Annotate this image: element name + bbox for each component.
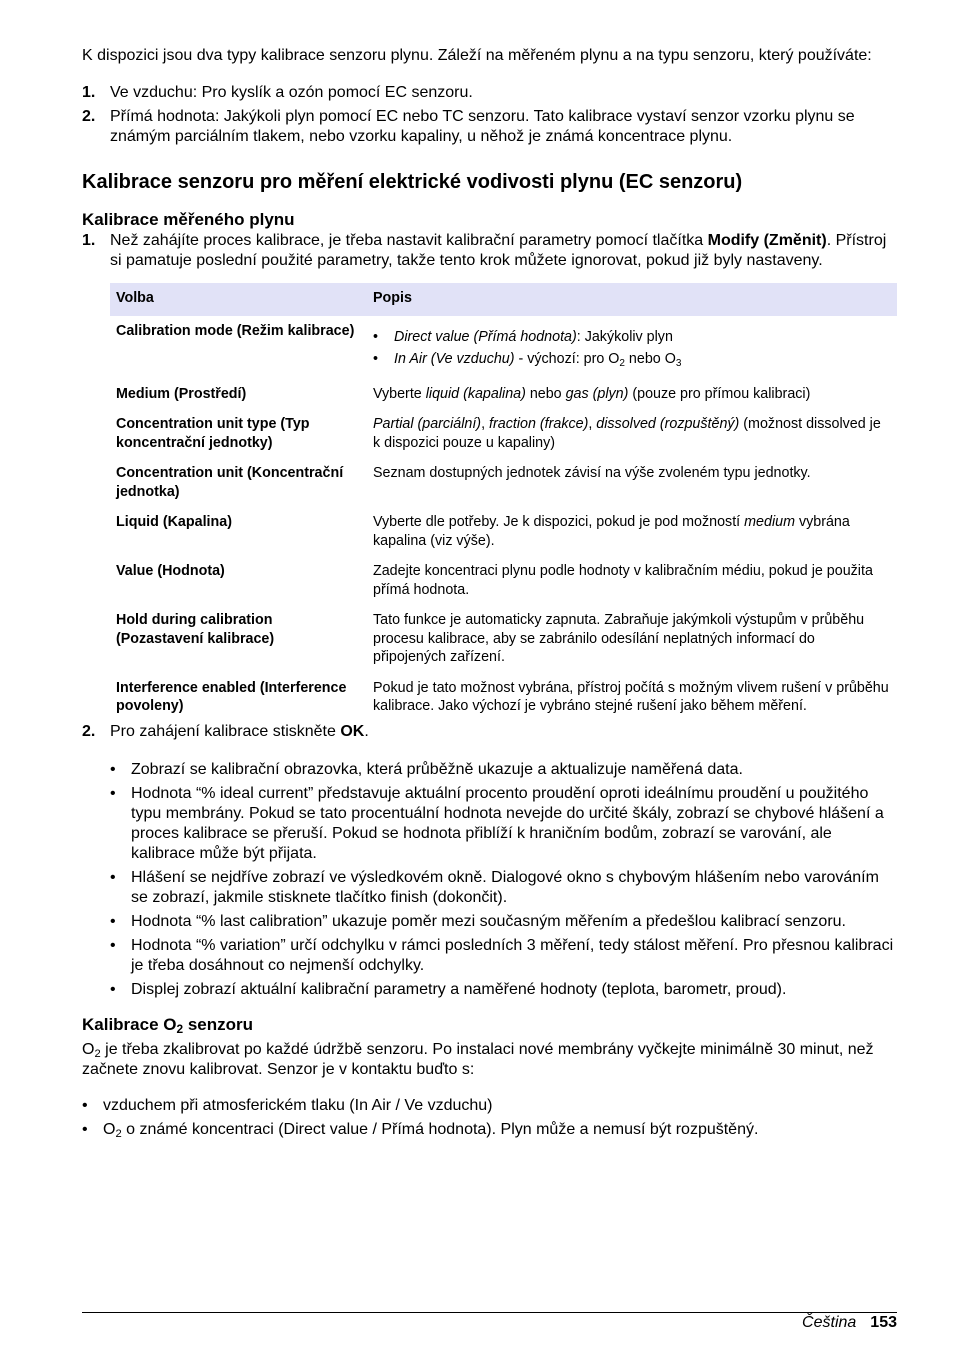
desc-italic: liquid (kapalina)	[425, 385, 526, 402]
list-item	[82, 107, 897, 147]
desc-text: Vyberte	[373, 385, 426, 402]
intro-paragraph: K dispozici jsou dva typy kalibrace senzoru plynu. Záleží na měřeném plynu a na typu senzoru, který používáte:	[82, 47, 872, 64]
list-item-text: Přímá hodnota: Jakýkoli plyn pomocí EC nebo TC senzoru. Tato kalibrace vystaví senzor vzorku plynu se známým parciálním tlakem, nebo vzorku kapaliny, u něhož je známá koncentrace plynu.	[110, 108, 855, 145]
list-number: 1.	[82, 232, 96, 249]
option-description	[367, 409, 897, 458]
step-text: Než zahájíte proces kalibrace, je třeba nastavit kalibrační parametry pomocí tlačítka	[110, 232, 708, 249]
desc-italic: fraction (frakce)	[489, 416, 589, 432]
table-header-row	[110, 283, 897, 316]
o2-contact-list	[82, 1096, 897, 1140]
list-item: • Hodnota “% last calibration” ukazuje poměr mezi současným měřením a předešlou kalibrací senzoru.	[110, 912, 897, 932]
list-item: • Displej zobrazí aktuální kalibrační parametry a naměřené hodnoty (teplota, barometr, proud).	[110, 980, 897, 1000]
step-text: . Přístroj si pamatuje poslední použité parametry, takže tento krok můžete ignorovat, pokud již byly nastaveny.	[110, 232, 887, 269]
option-description: Seznam dostupných jednotek závisí na výše zvoleném typu jednotky.	[373, 465, 811, 481]
option-name: Calibration mode (Režim kalibrace)	[116, 322, 355, 339]
mode-direct: Direct value (Přímá hodnota)	[394, 328, 577, 345]
option-name: Concentration unit (Koncentrační jednotka)	[116, 465, 344, 500]
table-row	[110, 409, 897, 458]
list-number: 2.	[82, 108, 96, 125]
option-description: Tato funkce je automaticky zapnuta. Zabraňuje jakýmkoli výstupům v průběhu procesu kalibrace, aby se zabránilo odesílání neplatných informací do připojených zařízení.	[373, 612, 865, 665]
list-item: • vzduchem při atmosferickém tlaku (In Air / Ve vzduchu)	[82, 1096, 897, 1116]
option-name: Hold during calibration (Pozastavení kalibrace)	[116, 612, 275, 647]
option-description	[367, 316, 897, 379]
table-row	[110, 605, 897, 673]
table-row	[110, 507, 897, 556]
ok-button-label: OK	[340, 722, 365, 740]
table-row	[110, 316, 897, 379]
option-name: Value (Hodnota)	[116, 563, 225, 579]
desc-text: (možnost dissolved je k dispozici pouze u kapaliny)	[373, 416, 881, 451]
o2-paragraph	[82, 1040, 897, 1080]
list-item	[82, 722, 897, 742]
footer-language: Čeština	[802, 1314, 857, 1331]
subscript: 2	[115, 1127, 122, 1140]
subscript: 2	[94, 1047, 101, 1060]
list-item	[373, 328, 891, 347]
modify-button-label: Modify (Změnit)	[707, 232, 827, 249]
document-page	[82, 46, 897, 1144]
mode-text: : Jakýkoliv plyn	[576, 328, 673, 345]
subscript: 2	[176, 1021, 184, 1036]
table-row	[110, 458, 897, 507]
list-item-text: Ve vzduchu: Pro kyslík a ozón pomocí EC senzoru.	[110, 84, 473, 101]
list-item	[82, 1120, 897, 1140]
list-item	[82, 231, 897, 271]
procedure-step-1	[82, 231, 897, 271]
mode-in-air: In Air (Ve vzduchu)	[394, 351, 515, 367]
list-item	[373, 350, 891, 369]
option-name: Medium (Prostředí)	[116, 385, 247, 402]
desc-text: ,	[588, 416, 597, 432]
subscript: 3	[675, 358, 682, 369]
page-footer	[802, 1313, 897, 1333]
desc-italic: dissolved (rozpuštěný)	[596, 416, 740, 432]
list-item: • Zobrazí se kalibrační obrazovka, která průběžně ukazuje a aktualizuje naměřená data.	[110, 760, 897, 780]
desc-text: vybrána kapalina (viz výše).	[373, 514, 850, 549]
page-number: 153	[870, 1314, 897, 1331]
table-header-option: Volba	[110, 283, 367, 316]
option-description: Zadejte koncentraci plynu podle hodnoty v kalibračním médiu, pokud je použita přímá hodnota.	[373, 563, 873, 598]
item-text: o známé koncentraci (Direct value / Přímá hodnota). Plyn může a nemusí být rozpuštěný.	[121, 1120, 759, 1138]
calibration-info-list	[110, 760, 897, 1000]
option-name: Interference enabled (Interference povoleny)	[116, 679, 347, 714]
o2-heading	[82, 1014, 897, 1036]
desc-text: ,	[481, 416, 490, 432]
mode-text: - výchozí: pro O	[514, 351, 620, 367]
mode-text: nebo O	[624, 351, 676, 367]
table-row	[110, 379, 897, 410]
table-header-description: Popis	[367, 283, 897, 316]
option-name: Liquid (Kapalina)	[116, 514, 232, 530]
options-table	[110, 283, 897, 722]
list-item: • Hodnota “% variation” určí odchylku v rámci posledních 3 měření, tedy stálost měření. Pro přesnou kalibraci je třeba dosáhnout co nejmenší odchylky.	[110, 936, 897, 976]
list-number: 1.	[82, 84, 96, 101]
table-row	[110, 673, 897, 722]
para-text: je třeba zkalibrovat po každé údržbě senzoru. Po instalaci nové membrány vyčkejte minimálně 30 minut, než začnete znovu kalibrovat. Senzor je v kontaktu buďto s:	[82, 1040, 874, 1078]
mode-list	[373, 328, 891, 369]
desc-text: Vyberte dle potřeby. Je k dispozici, pokud je pod možností	[373, 514, 745, 530]
option-description	[367, 507, 897, 556]
option-name: Concentration unit type (Typ koncentrační jednotky)	[116, 416, 310, 451]
footer-divider	[82, 1312, 897, 1313]
desc-italic: Partial (parciální)	[373, 416, 482, 432]
procedure-step-2	[82, 722, 897, 742]
option-description	[367, 379, 897, 410]
table-row	[110, 556, 897, 605]
list-item	[82, 83, 897, 103]
desc-text: nebo	[525, 385, 566, 402]
step-text: .	[364, 722, 369, 740]
calibration-types-list	[82, 83, 897, 147]
para-text: O	[82, 1040, 95, 1058]
heading-text: Kalibrace O	[82, 1014, 177, 1034]
desc-text: (pouze pro přímou kalibraci)	[628, 385, 811, 402]
list-item: • Hodnota “% ideal current” představuje aktuální procento proudění oproti ideálnímu proudění u použitého typu membrány. Pokud se tato procentuální hodnota nevejde do určité škály, zobrazí se chybové hlášení a proces kalibrace se přeruší. Pokud se hodnota přiblíží k hraničním bodům, zobrazí se varování, ale kalibrace může být přijata.	[110, 784, 897, 864]
desc-italic: medium	[744, 514, 795, 530]
item-text: O	[103, 1120, 116, 1138]
heading-text: senzoru	[183, 1014, 254, 1034]
subscript: 2	[619, 358, 625, 369]
subsection-heading: Kalibrace měřeného plynu	[82, 210, 295, 229]
step-text: Pro zahájení kalibrace stiskněte	[110, 722, 341, 740]
section-heading: Kalibrace senzoru pro měření elektrické vodivosti plynu (EC senzoru)	[82, 171, 743, 193]
list-number: 2.	[82, 722, 96, 740]
list-item: • Hlášení se nejdříve zobrazí ve výsledkovém okně. Dialogové okno s chybovým hlášením nebo varováním se zobrazí, jakmile stisknete tlačítko finish (dokončit).	[110, 868, 897, 908]
option-description: Pokud je tato možnost vybrána, přístroj počítá s možným vlivem rušení v průběhu kalibrace. Jako výchozí je vybráno stejné rušení jako během měření.	[373, 679, 889, 714]
desc-italic: gas (plyn)	[565, 385, 629, 402]
